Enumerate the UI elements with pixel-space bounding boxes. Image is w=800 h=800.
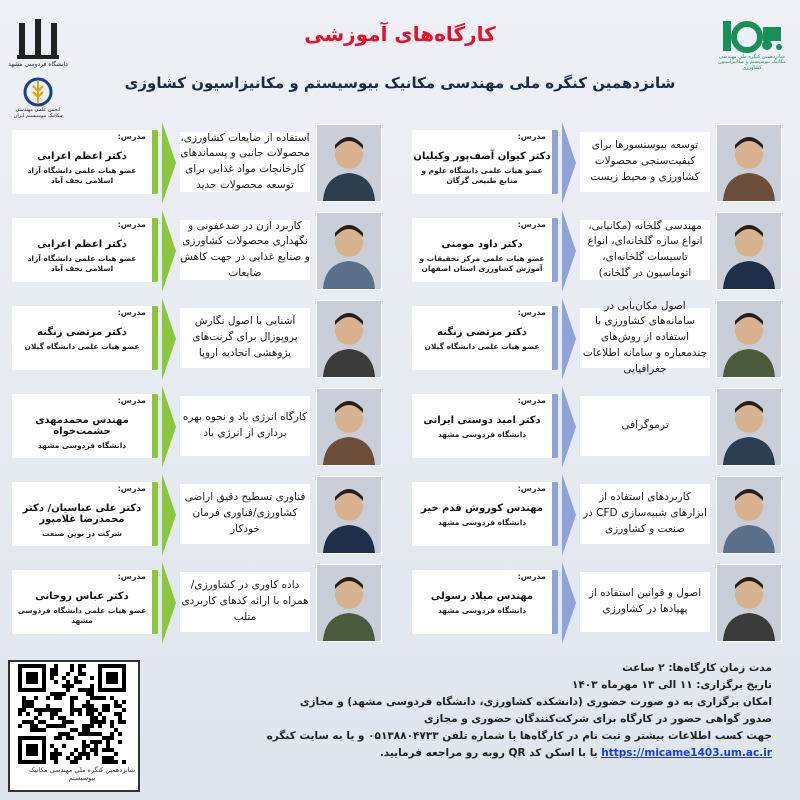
- instructor-name: دکتر علی عباسیان/ دکتر محمدرضا غلامپور: [22, 503, 142, 525]
- accent-arrow: [562, 386, 576, 468]
- instructor-photo: [716, 476, 782, 554]
- instructor-name: مهندس کوروش قدم خیر: [421, 503, 543, 514]
- instructor-affiliation: عضو هیات علمی دانشگاه فردوسی مشهد: [17, 606, 147, 626]
- accent-arrow: [162, 474, 176, 556]
- duration-text: مدت زمان کارگاه‌ها: ۲ ساعت: [622, 662, 772, 674]
- workshop-topic: فناوری تسطیح دقیق اراضی کشاورزی/فناوری فرمان خودکار: [180, 484, 310, 544]
- workshop-topic: ترموگرافی: [580, 396, 710, 456]
- workshop-row: [412, 210, 782, 292]
- instructor-photo: [716, 300, 782, 378]
- qr-code[interactable]: [8, 660, 140, 792]
- contact-text: [172, 728, 772, 762]
- instructor-affiliation: دانشگاه فردوسی مشهد: [437, 430, 527, 439]
- accent-arrow: [162, 210, 176, 292]
- instructor-label: مدرس:: [117, 132, 146, 141]
- instructor-name: مهندس میلاد رسولی: [430, 591, 534, 602]
- instructor-card: [12, 482, 158, 546]
- workshop-topic: داده کاوری در کشاورزی/ همراه با ارائه کدهای کاربردی متلب: [180, 572, 310, 632]
- contact-prefix: جهت کسب اطلاعات بیشتر و ثبت نام در کارگاه‌ها با شماره تلفن ۰۵۱۳۸۸۰۴۷۳۳ و یا به سایت کنگره: [266, 730, 772, 742]
- instructor-photo: [316, 476, 382, 554]
- instructor-label: مدرس:: [517, 308, 546, 317]
- instructor-affiliation: عضو هیات علمی دانشگاه آزاد اسلامی نجف آباد: [27, 254, 137, 274]
- association-logo: [8, 76, 68, 120]
- instructor-affiliation: دانشگاه فردوسی مشهد: [37, 441, 127, 450]
- workshop-topic: کارگاه انرژی باد و نحوه بهره برداری از انرژی باد: [180, 396, 310, 456]
- workshop-row: [412, 386, 782, 468]
- workshop-topic: توسعه بیوسنسورها برای کیفیت‌سنجی محصولات کشاورزی و محیط زیست: [580, 132, 710, 192]
- accent-arrow: [562, 122, 576, 204]
- page-title: کارگاه‌های آموزشی: [304, 22, 496, 46]
- instructor-name: دکتر امید دوستی ایرانی: [423, 415, 541, 426]
- instructor-card: [412, 130, 558, 194]
- instructor-name: مهندس محمدمهدی حشمت‌خواه: [35, 415, 129, 437]
- workshop-topic: کاربردهای استفاده از ابزارهای شبیه‌سازی CFD در صنعت و کشاورزی: [580, 484, 710, 544]
- page-subtitle: شانزدهمین کنگره ملی مهندسی مکانیک بیوسیستم و مکانیزاسیون کشاوزی: [124, 74, 676, 92]
- instructor-affiliation: دانشگاه فردوسی مشهد: [437, 518, 527, 527]
- workshop-row: [412, 562, 782, 644]
- instructor-label: مدرس:: [117, 572, 146, 581]
- instructor-affiliation: عضو هیات علمی دانشگاه آزاد اسلامی نجف آباد: [27, 166, 137, 186]
- instructor-card: [412, 394, 558, 458]
- instructor-name: دکتر مرتضی زنگنه: [37, 327, 127, 338]
- workshop-topic: مهندسی گلخانه (مکانیابی، انواع سازه گلخانه‌ای، انواع تاسیسات گلخانه‌ای، اتوماسیون در گلخانه): [580, 220, 710, 280]
- instructor-name: دکتر کیوان آصف‌پور وکیلیان: [413, 151, 551, 162]
- accent-arrow: [562, 474, 576, 556]
- accent-arrow: [162, 298, 176, 380]
- mode-text: امکان برگزاری به دو صورت حضوری (دانشکده کشاورزی، دانشگاه فردوسی مشهد) و مجازی: [299, 696, 772, 708]
- instructor-label: مدرس:: [117, 308, 146, 317]
- workshop-topic: آشنایی با اصول نگارش پروپوزال برای گرنت‌های پژوهشی اتحادیه اروپا: [180, 308, 310, 368]
- workshop-row: [12, 562, 382, 644]
- university-logo: [8, 12, 68, 72]
- instructor-card: [12, 394, 158, 458]
- instructor-name: دکتر مرتضی زنگنه: [437, 327, 527, 338]
- instructor-photo: [716, 388, 782, 466]
- instructor-name: دکتر عباس روحانی: [35, 591, 129, 602]
- instructor-label: مدرس:: [117, 484, 146, 493]
- university-emblem-icon: [15, 17, 61, 61]
- congress-logo-text: شانزدهمین کنگره ملی مهندسی مکانیک بیوسیستم و مکانیزاسیون کشاورزی: [718, 53, 786, 71]
- congress-logo: [712, 10, 792, 76]
- workshop-row: [412, 474, 782, 556]
- instructor-label: مدرس:: [517, 396, 546, 405]
- instructor-photo: [716, 212, 782, 290]
- instructor-label: مدرس:: [117, 396, 146, 405]
- accent-arrow: [562, 210, 576, 292]
- instructor-affiliation: عضو هیات علمی دانشگاه گیلان: [24, 342, 140, 351]
- workshop-topic: استفاده از ضایعات کشاورزی، محصولات جانبی و پسماندهای کارخانجات مواد غذایی برای توسعه محصولات جدید: [180, 131, 310, 191]
- instructor-label: مدرس:: [117, 220, 146, 229]
- instructor-photo: [316, 212, 382, 290]
- workshop-row: [412, 122, 782, 204]
- instructor-photo: [716, 124, 782, 202]
- accent-arrow: [162, 562, 176, 644]
- instructor-photo: [316, 564, 382, 642]
- instructor-affiliation: عضو هیات علمی مرکز تحقیقات و آموزش کشاورزی استان اصفهان: [419, 254, 545, 274]
- workshop-row: [12, 474, 382, 556]
- workshop-topic: اصول مکان‌یابی در سامانه‌های کشاورزی با استفاده از روش‌های چندمعیاره و سامانه اطلاعات جغرافیایی: [580, 308, 710, 368]
- workshop-row: [12, 122, 382, 204]
- instructor-affiliation: دانشگاه فردوسی مشهد: [437, 606, 527, 615]
- instructor-name: دکتر داود مومنی: [441, 239, 523, 250]
- instructor-label: مدرس:: [517, 220, 546, 229]
- certificate-text: صدور گواهی حضور در کارگاه برای شرکت‌کنندگان حضوری و مجازی: [423, 713, 772, 725]
- dates-text: تاریخ برگزاری: ۱۱ الی ۱۳ مهرماه ۱۴۰۳: [571, 679, 772, 691]
- qr-caption: شانزدهمین کنگره ملی مهندسی مکانیک بیوسیستم: [28, 766, 136, 782]
- instructor-card: [12, 570, 158, 634]
- university-logo-text: دانشگاه فردوسی مشهد: [8, 60, 68, 68]
- contact-suffix: یا با اسکن کد QR روبه رو مراجعه فرمایید.: [379, 747, 598, 759]
- qr-code-icon: [10, 662, 134, 770]
- instructor-photo: [316, 300, 382, 378]
- workshop-topic: کاربرد ازن در ضدعفونی و نگهداری محصولات کشاورزی و صنایع غذایی در جهت کاهش ضایعات: [180, 219, 310, 279]
- instructor-card: [12, 130, 158, 194]
- instructor-affiliation: عضو هیات علمی دانشگاه علوم و منابع طبیعی گرگان: [421, 166, 543, 186]
- instructor-card: [412, 570, 558, 634]
- workshop-row: [12, 386, 382, 468]
- instructor-affiliation: عضو هیات علمی دانشگاه گیلان: [424, 342, 540, 351]
- congress-website-link[interactable]: https://micame1403.um.ac.ir: [601, 747, 772, 759]
- workshop-topic: اصول و قوانین استفاده از پهپادها در کشاورزی: [580, 572, 710, 632]
- info-block: [172, 660, 772, 762]
- instructor-name: دکتر اعظم اعرابی: [37, 151, 127, 162]
- instructor-card: [12, 218, 158, 282]
- accent-arrow: [562, 562, 576, 644]
- workshop-row: [12, 298, 382, 380]
- congress-16-icon: [721, 15, 783, 55]
- instructor-card: [12, 306, 158, 370]
- instructor-card: [412, 306, 558, 370]
- wheat-gear-icon: [21, 77, 55, 107]
- instructor-photo: [716, 564, 782, 642]
- association-logo-text: انجمن علمی مهندسی مکانیک بیوسیستم ایران: [13, 107, 63, 119]
- instructor-photo: [316, 388, 382, 466]
- accent-arrow: [562, 298, 576, 380]
- accent-arrow: [162, 386, 176, 468]
- instructor-card: [412, 218, 558, 282]
- instructor-photo: [316, 124, 382, 202]
- accent-arrow: [162, 122, 176, 204]
- instructor-label: مدرس:: [517, 484, 546, 493]
- instructor-label: مدرس:: [517, 132, 546, 141]
- instructor-card: [412, 482, 558, 546]
- workshop-row: [12, 210, 382, 292]
- workshop-row: [412, 298, 782, 380]
- instructor-affiliation: شرکت دز نوین صنعت: [42, 529, 122, 538]
- instructor-name: دکتر اعظم اعرابی: [37, 239, 127, 250]
- instructor-label: مدرس:: [517, 572, 546, 581]
